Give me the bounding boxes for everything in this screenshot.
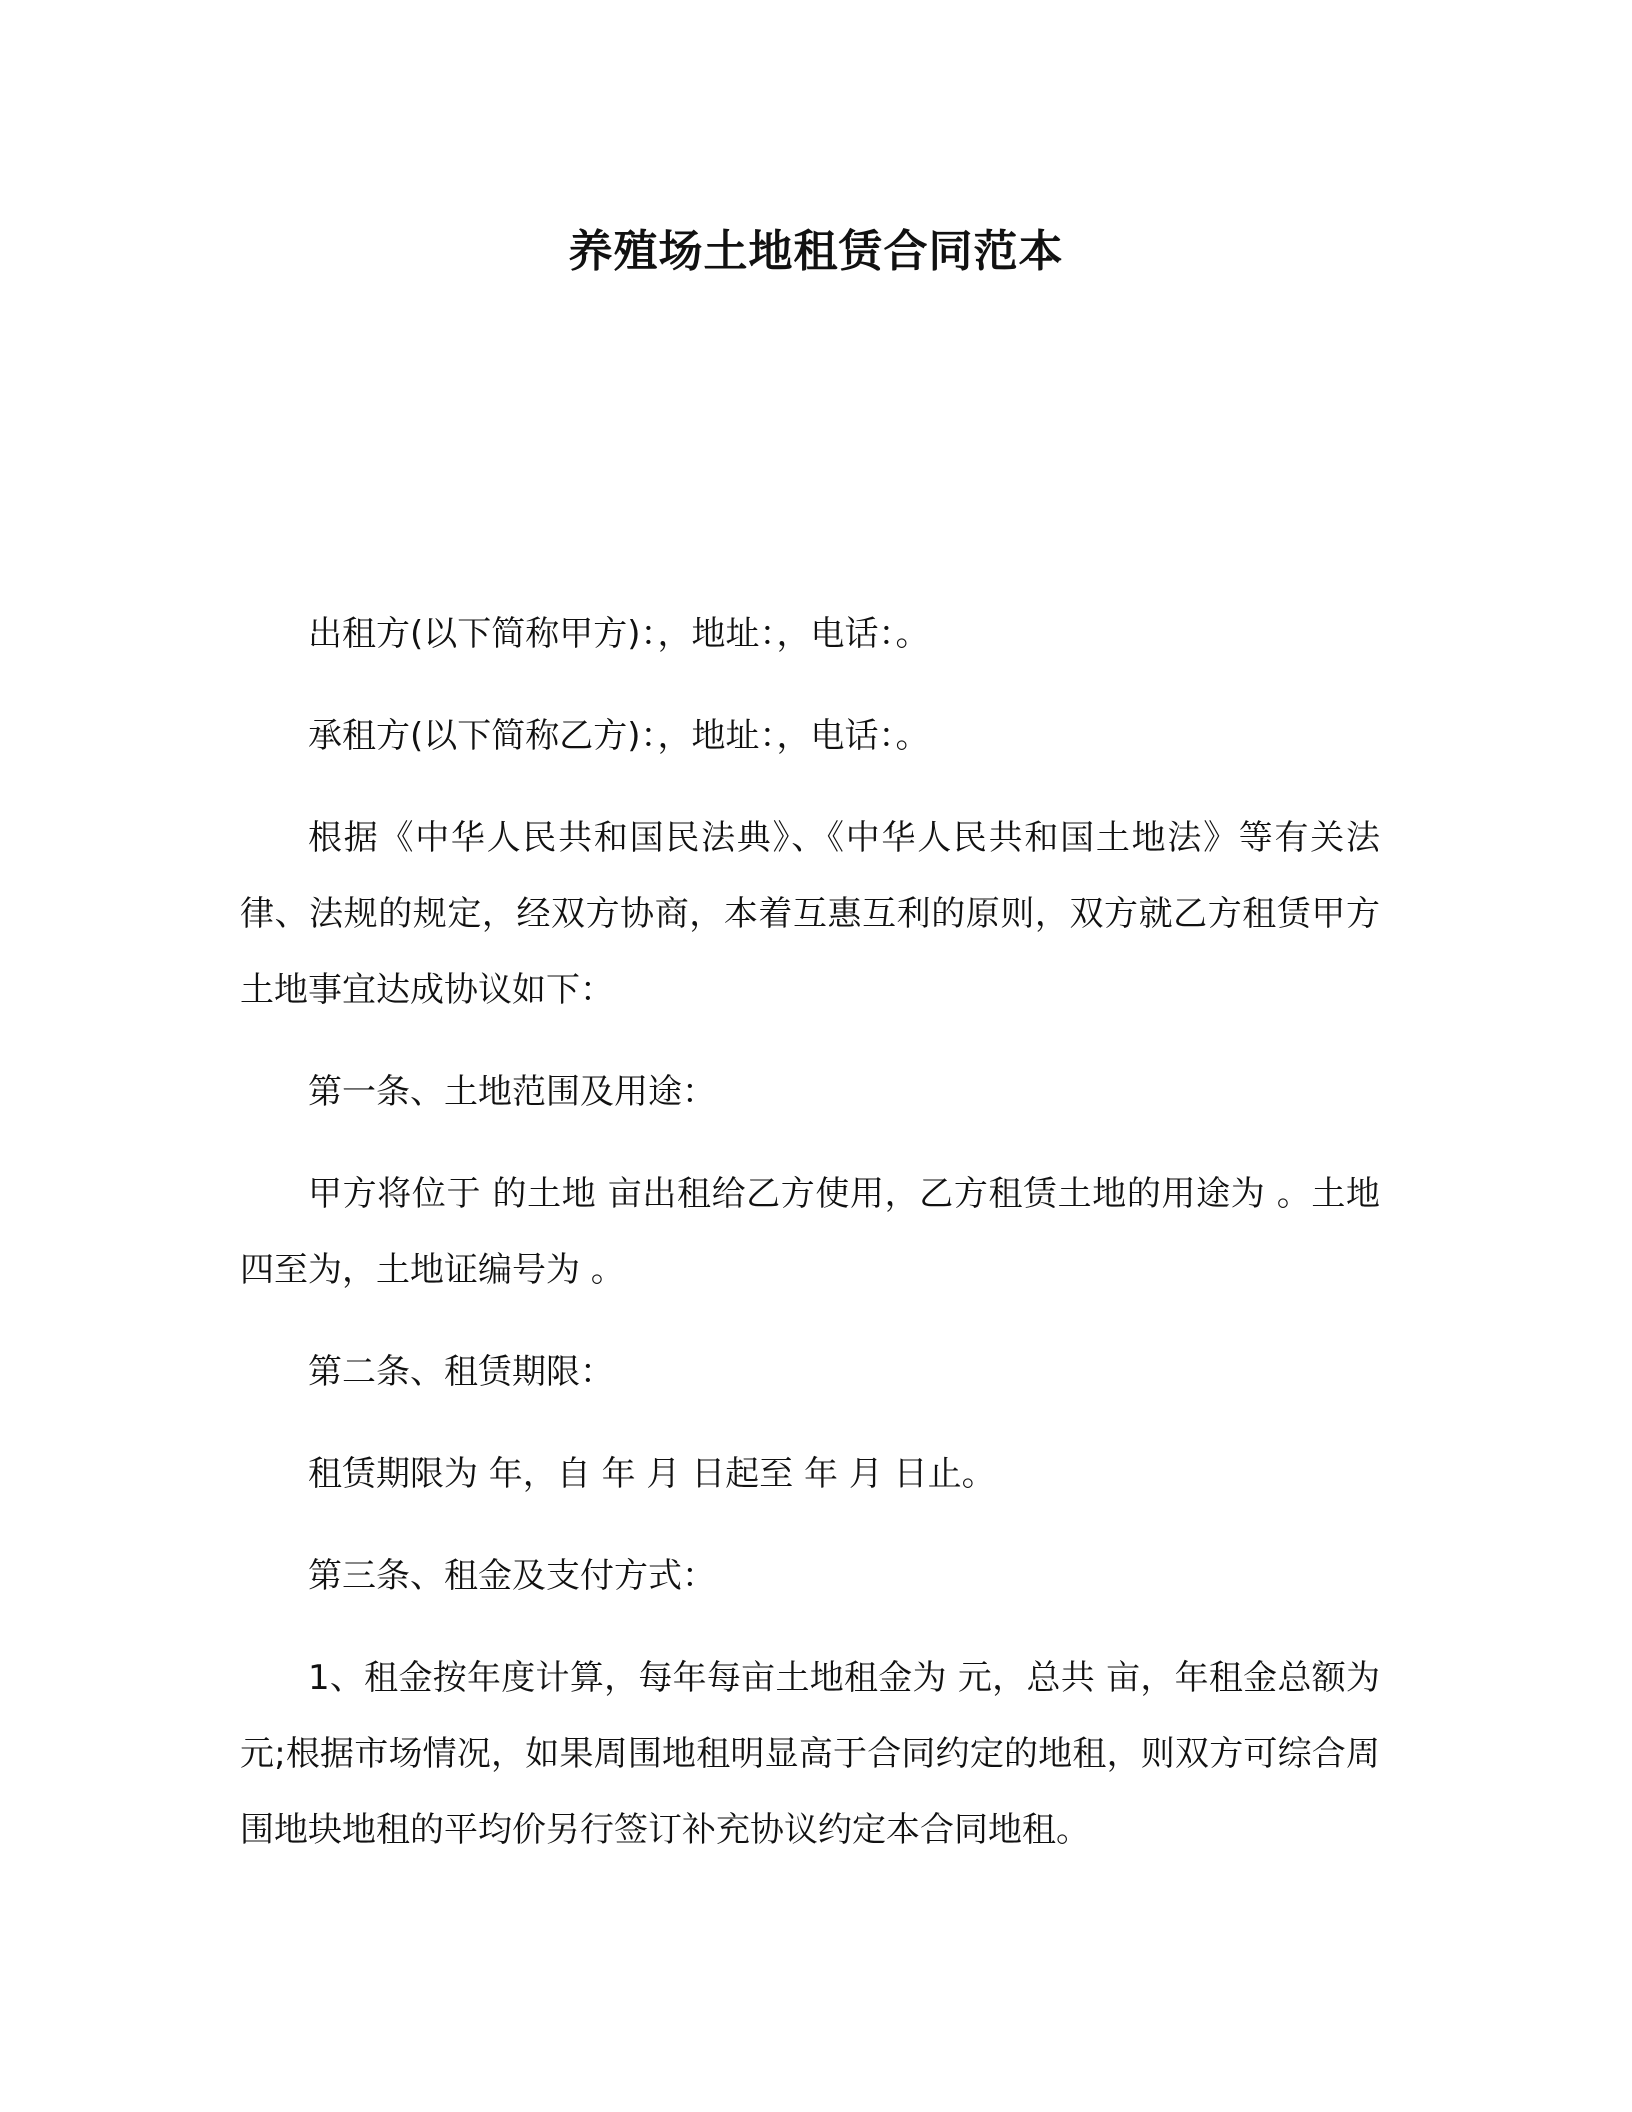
article-2-heading: 第二条、租赁期限：: [308, 1352, 614, 1392]
lessee-info-paragraph: 承租方(以下简称乙方)：，地址：，电话：。: [308, 716, 930, 756]
article-2-text: 租赁期限为 年，自 年 月 日起至 年 月 日止。: [308, 1454, 996, 1494]
lessor-info-paragraph: 出租方(以下简称甲方)：，地址：，电话：。: [308, 614, 930, 654]
article-3-item-1: 1、租金按年度计算，每年每亩土地租金为 元，总共 亩，年租金总额为 元;根据市场情况，如果周围地租明显高于合同约定的地租，则双方可综合周围地块地租的平均价另行签订补充协议约定本合同地租。: [240, 1658, 1380, 1850]
preamble-paragraph: 根据《中华人民共和国民法典》、《中华人民共和国土地法》等有关法律、法规的规定，经双方协商，本着互惠互利的原则，双方就乙方租赁甲方土地事宜达成协议如下：: [240, 818, 1380, 1010]
document-body: [240, 596, 1380, 1894]
article-1-heading: 第一条、土地范围及用途：: [308, 1072, 716, 1112]
article-3-heading: 第三条、租金及支付方式：: [308, 1556, 716, 1596]
article-1-text: 甲方将位于 的土地 亩出租给乙方使用，乙方租赁土地的用途为 。土地四至为，土地证编号为 。: [240, 1174, 1380, 1290]
document-title: 养殖场土地租赁合同范本: [568, 226, 1064, 277]
